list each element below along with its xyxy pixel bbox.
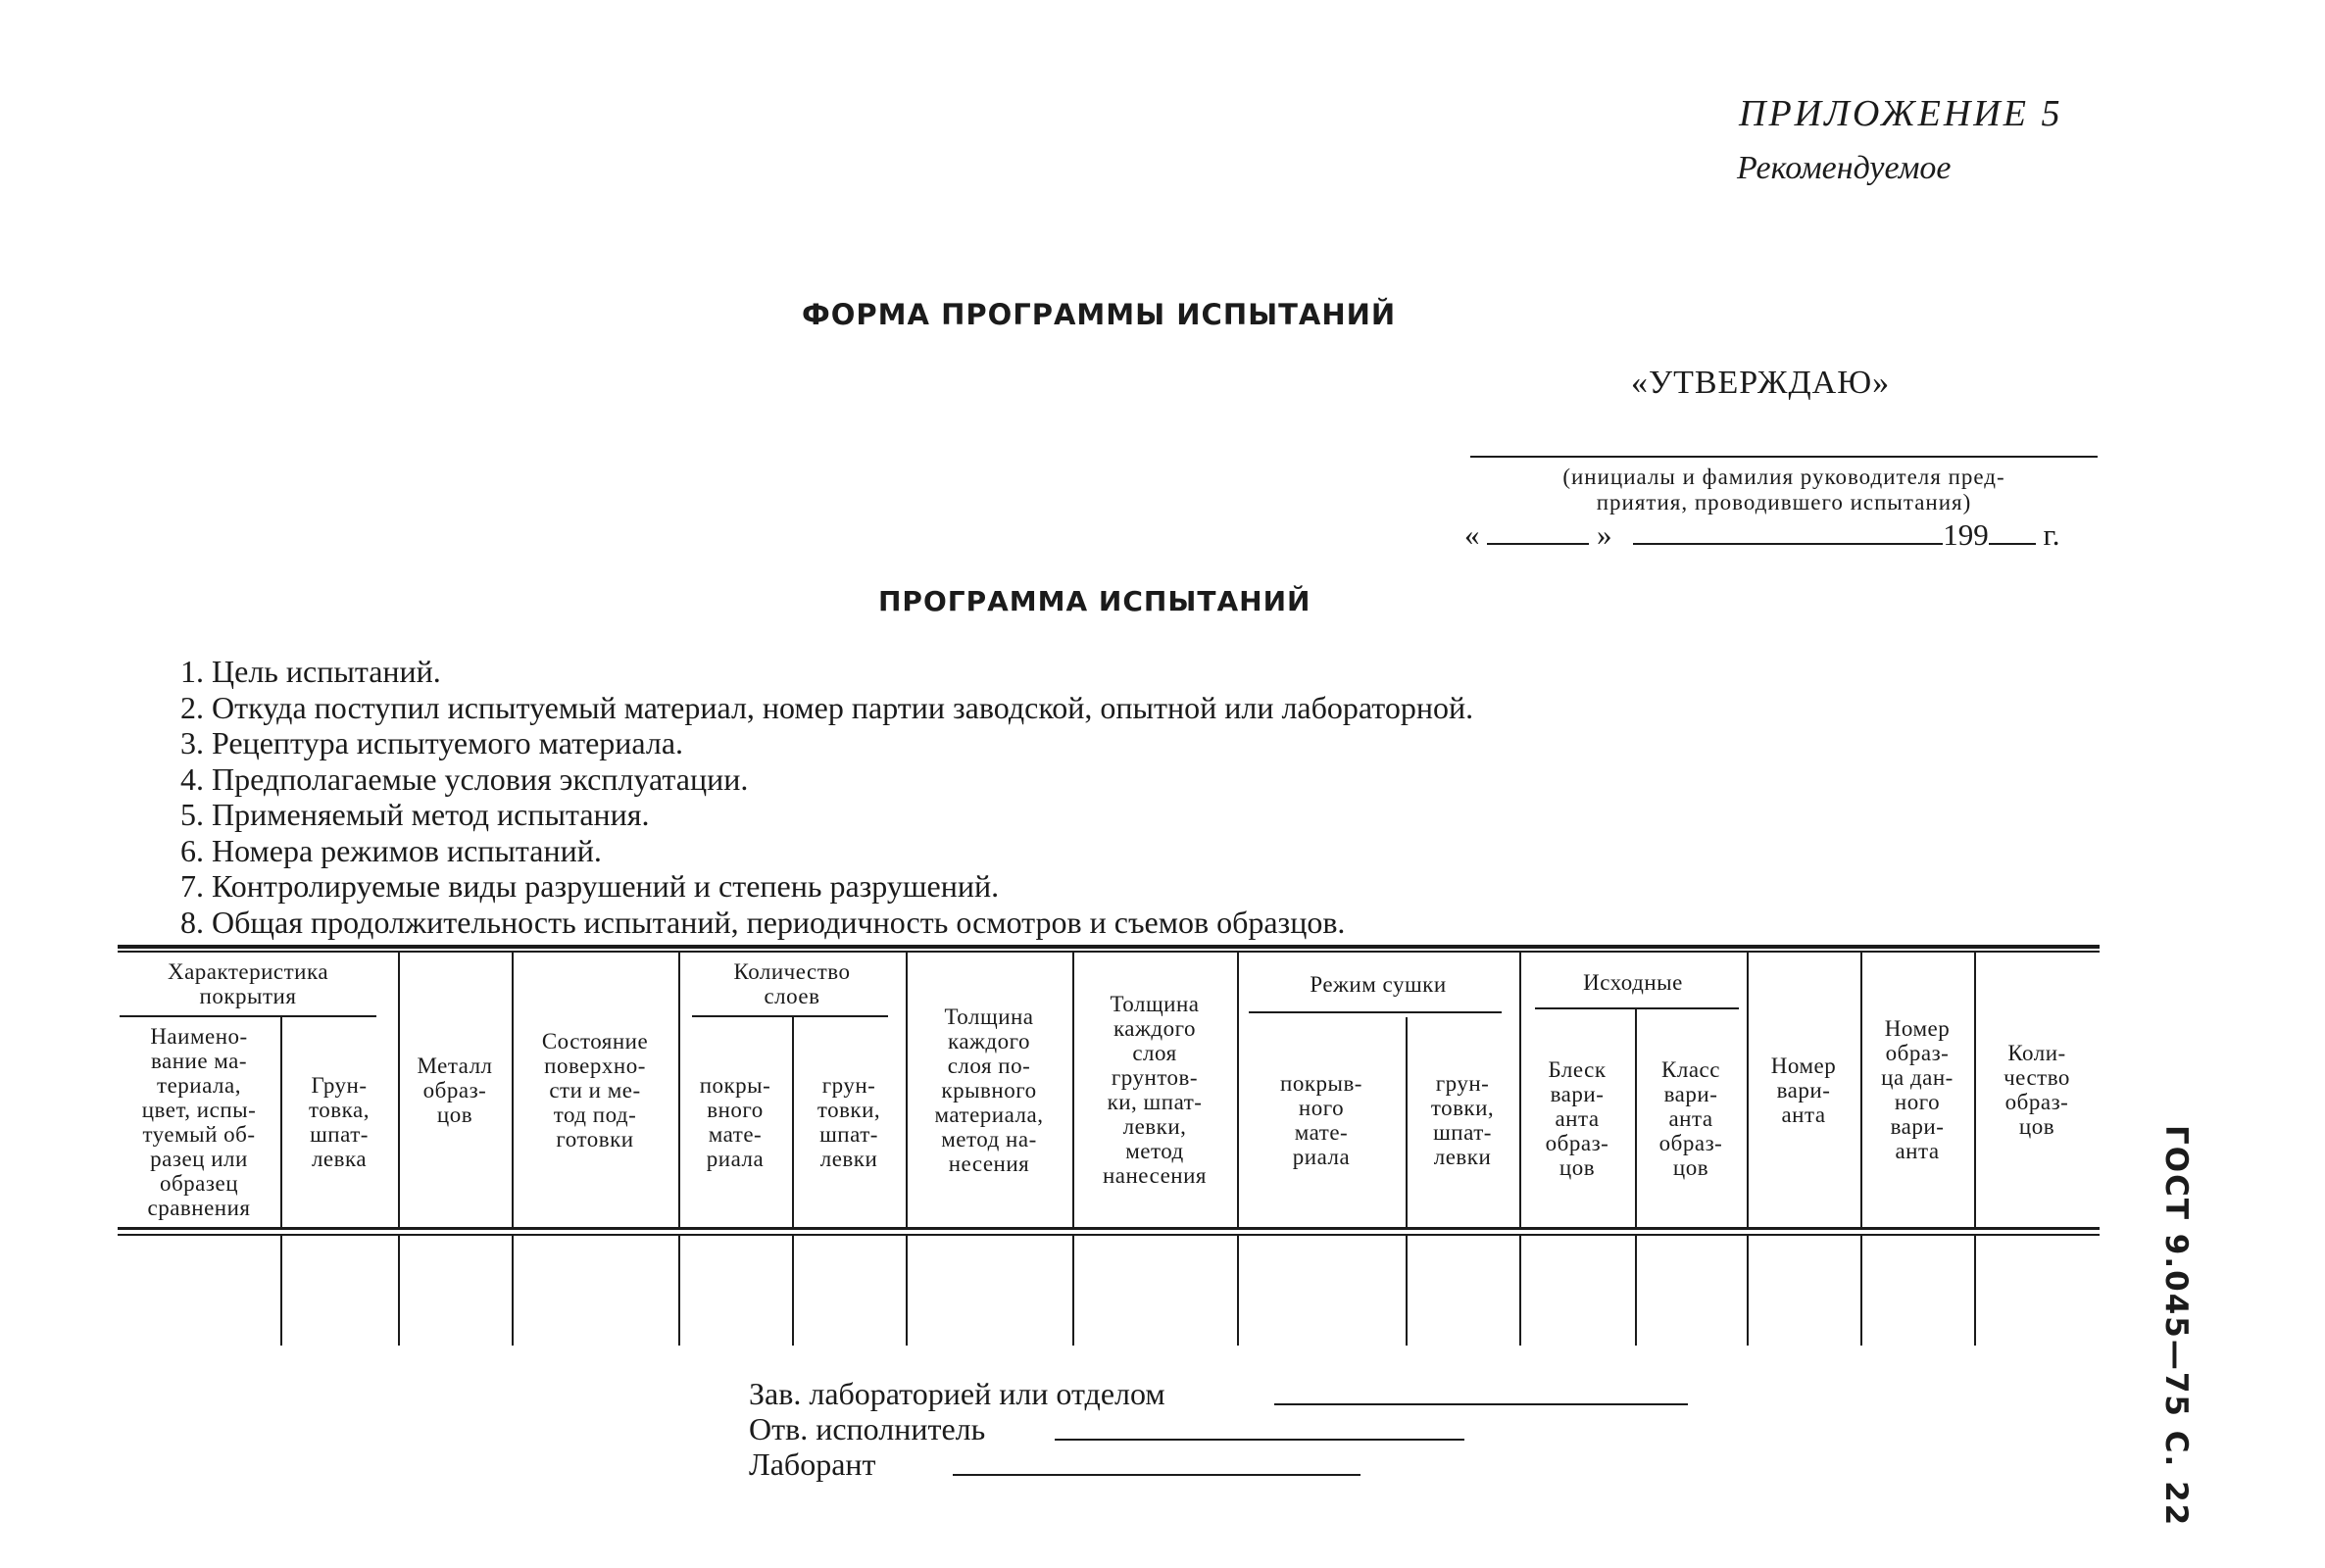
day-blank (1487, 521, 1589, 545)
group-underline (120, 1015, 376, 1017)
appendix-title: ПРИЛОЖЕНИЕ 5 (1739, 93, 2063, 134)
col-header-sample-number: Номер образ- ца дан- ного вари- анта (1881, 1016, 1954, 1163)
col-divider (1974, 1236, 1976, 1346)
group-header-layers: Количество слоев (733, 959, 851, 1008)
col-divider (1747, 1236, 1749, 1346)
group-underline (1535, 1007, 1739, 1009)
sig-line-head (1274, 1403, 1688, 1405)
appendix-status: Рекомендуемое (1737, 150, 1952, 186)
col-header-class: Класс вари- анта образ- цов (1658, 1056, 1723, 1180)
group-underline (1249, 1011, 1502, 1013)
program-items (180, 654, 1473, 940)
program-item: 2. Откуда поступил испытуемый материал, номер партии заводской, опытной или лабораторной. (180, 689, 1474, 725)
col-divider (1635, 1236, 1637, 1346)
col-header-drying-primer: грун- товки, шпат- левки (1430, 1071, 1495, 1169)
year-prefix: 199 (1943, 517, 1989, 552)
col-divider (1237, 1236, 1239, 1346)
sig-line-assistant (953, 1474, 1360, 1476)
year-blank (1989, 521, 2036, 545)
col-divider (1519, 1236, 1521, 1346)
table-top-rule (118, 945, 2100, 949)
sig-row-head (749, 1376, 1165, 1411)
col-header-metal: Металл образ- цов (417, 1053, 493, 1127)
program-title: ПРОГРАММА ИСПЫТАНИЙ (878, 585, 1311, 617)
signature-caption: (инициалы и фамилия руководителя пред- приятия, проводившего испытания) (1562, 465, 2005, 514)
sig-label-assistant: Лаборант (749, 1446, 876, 1482)
col-header-layers-primer: грун- товки, шпат- левки (816, 1073, 881, 1171)
approval-label: «УТВЕРЖДАЮ» (1631, 365, 1891, 401)
col-header-primer-thickness: Толщина каждого слоя грунтов- ки, шпат- левки, метод нанесения (1102, 992, 1207, 1188)
signature-line (1470, 456, 2098, 458)
program-item: 1. Цель испытаний. (180, 654, 441, 689)
sig-row-executor (749, 1411, 1165, 1446)
table-top-rule-thin (118, 951, 2100, 953)
col-divider (280, 1236, 282, 1346)
col-header-drying-coating: покрыв- ного мате- риала (1280, 1071, 1362, 1169)
group-header-initial: Исходные (1583, 969, 1683, 995)
col-header-surface: Состояние поверхно- сти и ме- тод под- готовки (541, 1028, 649, 1152)
col-divider (792, 1236, 794, 1346)
sig-label-executor: Отв. исполнитель (749, 1411, 986, 1446)
form-title: ФОРМА ПРОГРАММЫ ИСПЫТАНИЙ (802, 298, 1397, 331)
table-header-rule-thin (118, 1234, 2100, 1236)
approval-date (1464, 517, 2059, 553)
col-divider (1860, 1236, 1862, 1346)
program-item: 4. Предполагаемые условия эксплуатации. (180, 760, 749, 797)
program-item: 3. Рецептура испытуемого материала. (180, 725, 684, 760)
date-quote-close: » (1597, 517, 1612, 552)
col-header-sample-count: Коли- чество образ- цов (2003, 1041, 2070, 1139)
col-header-material-name: Наимено- вание ма- териала, цвет, испы- туемый об- разец или образец сравнения (141, 1024, 257, 1220)
month-blank (1633, 521, 1943, 545)
program-item: 7. Контролируемые виды разрушений и степень разрушений. (180, 868, 1000, 904)
group-header-drying: Режим сушки (1310, 971, 1447, 997)
col-divider (512, 1236, 514, 1346)
col-header-primer: Грун- товка, шпат- левка (309, 1073, 370, 1171)
program-item: 5. Применяемый метод испытания. (180, 797, 650, 832)
group-underline (692, 1015, 888, 1017)
date-quote-open: « (1464, 517, 1480, 552)
col-divider (678, 1236, 680, 1346)
col-header-variant-number: Номер вари- анта (1770, 1053, 1837, 1127)
program-item: 8. Общая продолжительность испытаний, периодичность осмотров и съемов образцов. (180, 904, 1346, 940)
col-header-layers-coating: покры- вного мате- риала (699, 1073, 771, 1171)
col-header-gloss: Блеск вари- анта образ- цов (1545, 1056, 1609, 1180)
side-standard-code: ГОСТ 9.045—75 С. 22 (2158, 1125, 2194, 1528)
col-header-coating-thickness: Толщина каждого слоя по- крывного материала, метод на- несения (934, 1004, 1044, 1176)
col-divider (906, 1236, 908, 1346)
signature-block (749, 1376, 1165, 1482)
col-divider (398, 1236, 400, 1346)
sig-line-executor (1055, 1439, 1464, 1441)
col-divider (1406, 1236, 1408, 1346)
year-suffix: г. (2043, 517, 2060, 552)
sig-label-head: Зав. лабораторией или отделом (749, 1376, 1165, 1411)
group-header-coating: Характеристика покрытия (167, 959, 329, 1008)
col-divider (1072, 1236, 1074, 1346)
sig-row-assistant (749, 1446, 1165, 1482)
program-item: 6. Номера режимов испытаний. (180, 832, 602, 868)
table-header-rule (118, 1227, 2100, 1230)
